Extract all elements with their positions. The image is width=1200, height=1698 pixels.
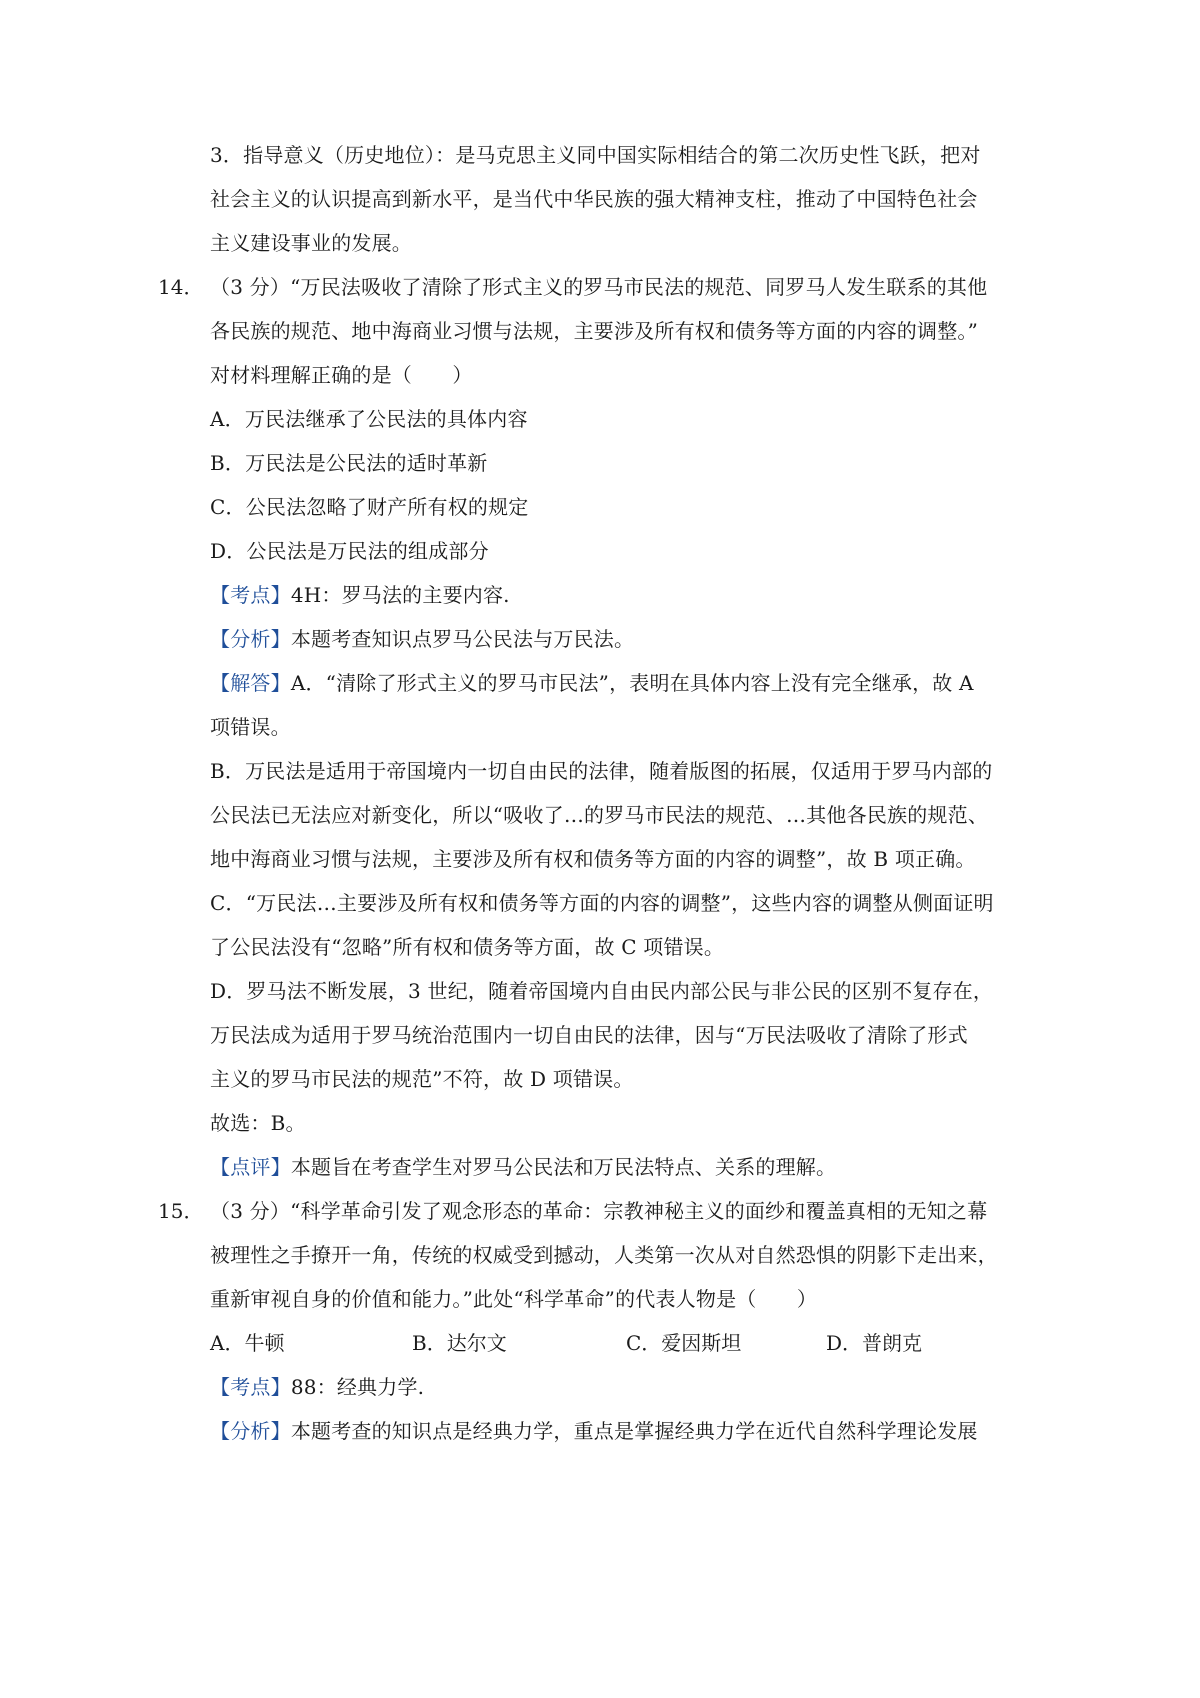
- dianping-text: 本题旨在考查学生对罗马公民法和万民法特点、关系的理解。: [290, 1155, 837, 1179]
- intro-line-1: 3．指导意义（历史地位）：是马克思主义同中国实际相结合的第二次历史性飞跃，把对: [210, 143, 981, 167]
- jieda-line-6: 了公民法没有“忽略”所有权和债务等方面，故 C 项错误。: [210, 935, 725, 959]
- question-15-fenxi: [210, 1416, 1030, 1446]
- question-14-fenxi: [210, 624, 1030, 654]
- jieda-line-3: 公民法已无法应对新变化，所以“吸收了…的罗马市民法的规范、…其他各民族的规范、: [210, 803, 989, 827]
- kaodian-text: 88：经典力学.: [290, 1375, 425, 1399]
- fenxi-tag: 【分析】: [210, 1419, 291, 1443]
- question-15-option-c: C．爱因斯坦: [626, 1331, 742, 1355]
- intro-line-2: 社会主义的认识提高到新水平，是当代中华民族的强大精神支柱，推动了中国特色社会: [210, 187, 978, 211]
- question-14-jieda: [210, 668, 1030, 698]
- question-15-number: 15．: [158, 1199, 204, 1223]
- question-15-kaodian: [210, 1372, 1030, 1402]
- intro-line-3: 主义建设事业的发展。: [210, 231, 412, 255]
- question-15-option-b: B．达尔文: [412, 1331, 507, 1355]
- jieda-line-8: 万民法成为适用于罗马统治范围内一切自由民的法律，因与“万民法吸收了清除了形式: [210, 1023, 968, 1047]
- kaodian-text: 4H：罗马法的主要内容.: [290, 583, 510, 607]
- fenxi-tag: 【分析】: [210, 627, 291, 651]
- jieda-line-5: C．“万民法…主要涉及所有权和债务等方面的内容的调整”，这些内容的调整从侧面证明: [210, 891, 994, 915]
- question-15-option-a: A．牛顿: [210, 1331, 285, 1355]
- question-14-stem-line-2: 各民族的规范、地中海商业习惯与法规，主要涉及所有权和债务等方面的内容的调整。”: [210, 319, 979, 343]
- jieda-tag: 【解答】: [210, 671, 291, 695]
- question-14-number: 14．: [158, 275, 204, 299]
- fenxi-text: 本题考查知识点罗马公民法与万民法。: [290, 627, 635, 651]
- jieda-line-1: 项错误。: [210, 715, 291, 739]
- question-14-option-d: D．公民法是万民法的组成部分: [210, 539, 489, 563]
- question-14-stem-line-1: （3 分）“万民法吸收了清除了形式主义的罗马市民法的规范、同罗马人发生联系的其他: [210, 275, 988, 299]
- jieda-line-9: 主义的罗马市民法的规范”不符，故 D 项错误。: [210, 1067, 634, 1091]
- question-14-dianping: [210, 1152, 1030, 1182]
- question-15-stem-line-3: 重新审视自身的价值和能力。”此处“科学革命”的代表人物是（ ）: [210, 1287, 818, 1311]
- question-15-option-d: D．普朗克: [826, 1331, 923, 1355]
- question-14-stem-line-3: 对材料理解正确的是（ ）: [210, 363, 473, 387]
- fenxi-text: 本题考查的知识点是经典力学，重点是掌握经典力学在近代自然科学理论发展: [290, 1419, 978, 1443]
- question-15-stem-line-1: （3 分）“科学革命引发了观念形态的革命：宗教神秘主义的面纱和覆盖真相的无知之幕: [210, 1199, 988, 1223]
- kaodian-tag: 【考点】: [210, 583, 291, 607]
- jieda-line-7: D．罗马法不断发展，3 世纪，随着帝国境内自由民内部公民与非公民的区别不复存在，: [210, 979, 994, 1003]
- dianping-tag: 【点评】: [210, 1155, 291, 1179]
- jieda-text-first: A．“清除了形式主义的罗马市民法”，表明在具体内容上没有完全继承，故 A: [290, 671, 974, 695]
- question-14-option-b: B．万民法是公民法的适时革新: [210, 451, 488, 475]
- jieda-line-10: 故选：B。: [210, 1111, 306, 1135]
- question-14-kaodian: [210, 580, 1030, 610]
- question-14-option-c: C．公民法忽略了财产所有权的规定: [210, 495, 529, 519]
- jieda-line-4: 地中海商业习惯与法规，主要涉及所有权和债务等方面的内容的调整”，故 B 项正确。: [210, 847, 976, 871]
- question-15-stem-line-2: 被理性之手撩开一角，传统的权威受到撼动，人类第一次从对自然恐惧的阴影下走出来，: [210, 1243, 998, 1267]
- jieda-line-2: B．万民法是适用于帝国境内一切自由民的法律，随着版图的拓展，仅适用于罗马内部的: [210, 759, 993, 783]
- kaodian-tag: 【考点】: [210, 1375, 291, 1399]
- question-14-option-a: A．万民法继承了公民法的具体内容: [210, 407, 528, 431]
